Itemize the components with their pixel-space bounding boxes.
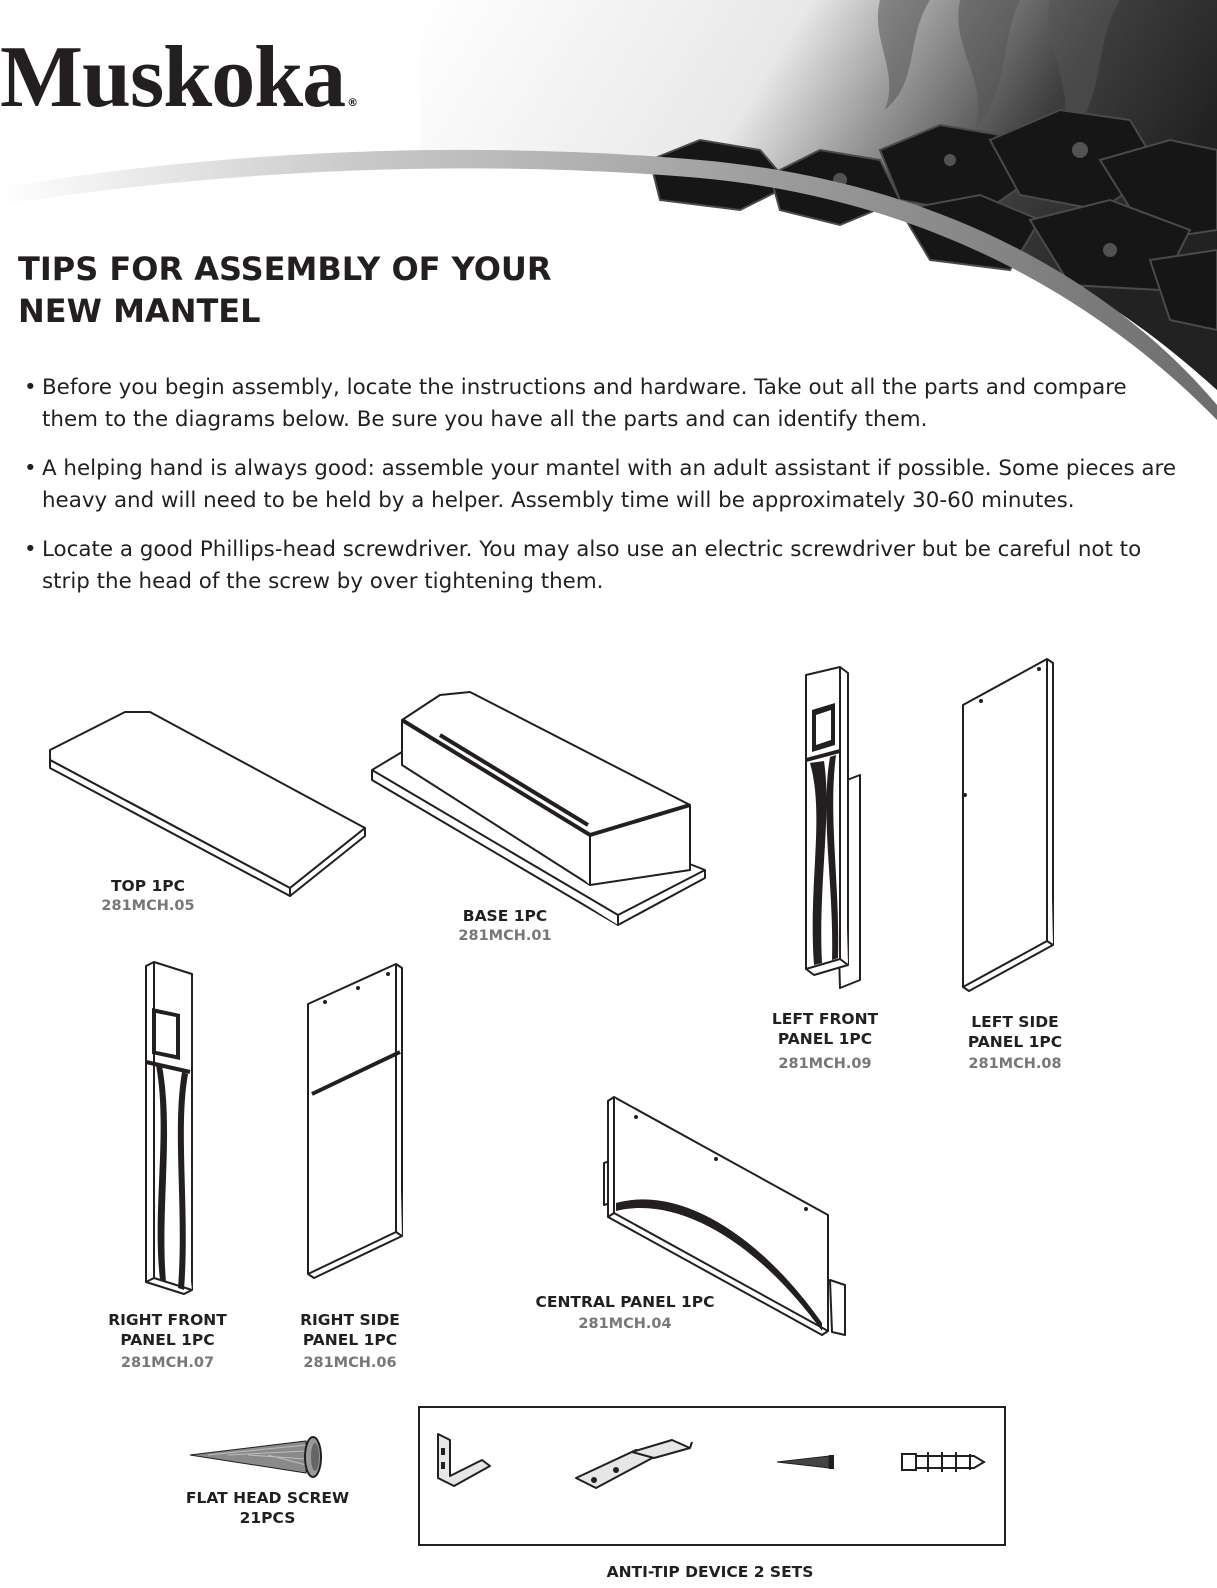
left-side-panel-label: LEFT SIDE PANEL 1PC <box>967 1013 1063 1051</box>
l-bracket-icon <box>434 1430 494 1495</box>
flat-strap-bracket-icon <box>572 1438 697 1496</box>
central-panel-code: 281MCH.04 <box>578 1316 672 1332</box>
page-title <box>18 248 638 332</box>
base-code: 281MCH.01 <box>458 928 552 944</box>
wall-anchor-icon <box>900 1448 990 1476</box>
right-side-panel-diagram <box>300 960 410 1285</box>
right-front-panel-code: 281MCH.07 <box>120 1355 215 1371</box>
tip-item: • Locate a good Phillips-head screwdriver. You may also use an electric screwdriver but be careful not to strip the head of the screw by over tightening them. <box>24 534 1184 598</box>
base-diagram <box>360 670 720 935</box>
right-front-panel-label: RIGHT FRONT PANEL 1PC <box>108 1311 227 1349</box>
left-front-panel-code: 281MCH.09 <box>778 1056 872 1072</box>
title-line-1: TIPS FOR ASSEMBLY OF YOUR <box>18 250 552 288</box>
left-front-panel-label: LEFT FRONT PANEL 1PC <box>771 1010 879 1048</box>
right-front-panel-diagram <box>140 960 200 1300</box>
central-panel-label: CENTRAL PANEL 1PC <box>535 1293 715 1311</box>
tip-item: • Before you begin assembly, locate the instructions and hardware. Take out all the parts and compare them to the diagrams below. Be sure you have all the parts and can identify them. <box>24 372 1184 436</box>
base-label: BASE 1PC <box>462 907 548 925</box>
assembly-tips-list <box>24 372 1184 615</box>
flat-head-screw-icon <box>188 1435 333 1480</box>
left-front-panel-diagram <box>800 665 870 995</box>
anti-tip-device-box <box>418 1406 1006 1546</box>
small-screw-icon <box>775 1453 840 1471</box>
top-panel-diagram <box>40 700 380 910</box>
registered-mark: ® <box>347 96 358 109</box>
left-side-panel-code: 281MCH.08 <box>968 1056 1062 1072</box>
top-code: 281MCH.05 <box>101 898 195 914</box>
brand-logo <box>0 29 358 126</box>
flat-head-screw-label: FLAT HEAD SCREW 21PCS <box>185 1489 350 1527</box>
top-label: TOP 1PC <box>110 877 186 895</box>
right-side-panel-label: RIGHT SIDE PANEL 1PC <box>300 1311 400 1349</box>
brand-name: Muskoka <box>0 29 346 126</box>
left-side-panel-diagram <box>955 655 1060 995</box>
tip-item: • A helping hand is always good: assemble your mantel with an adult assistant if possible. Some pieces are heavy and will need to be held by a helper. Assembly time will be approximately 30-60 minutes. <box>24 453 1184 517</box>
anti-tip-device-label: ANTI-TIP DEVICE 2 SETS <box>606 1563 814 1581</box>
title-line-2: NEW MANTEL <box>18 292 261 330</box>
right-side-panel-code: 281MCH.06 <box>303 1355 397 1371</box>
